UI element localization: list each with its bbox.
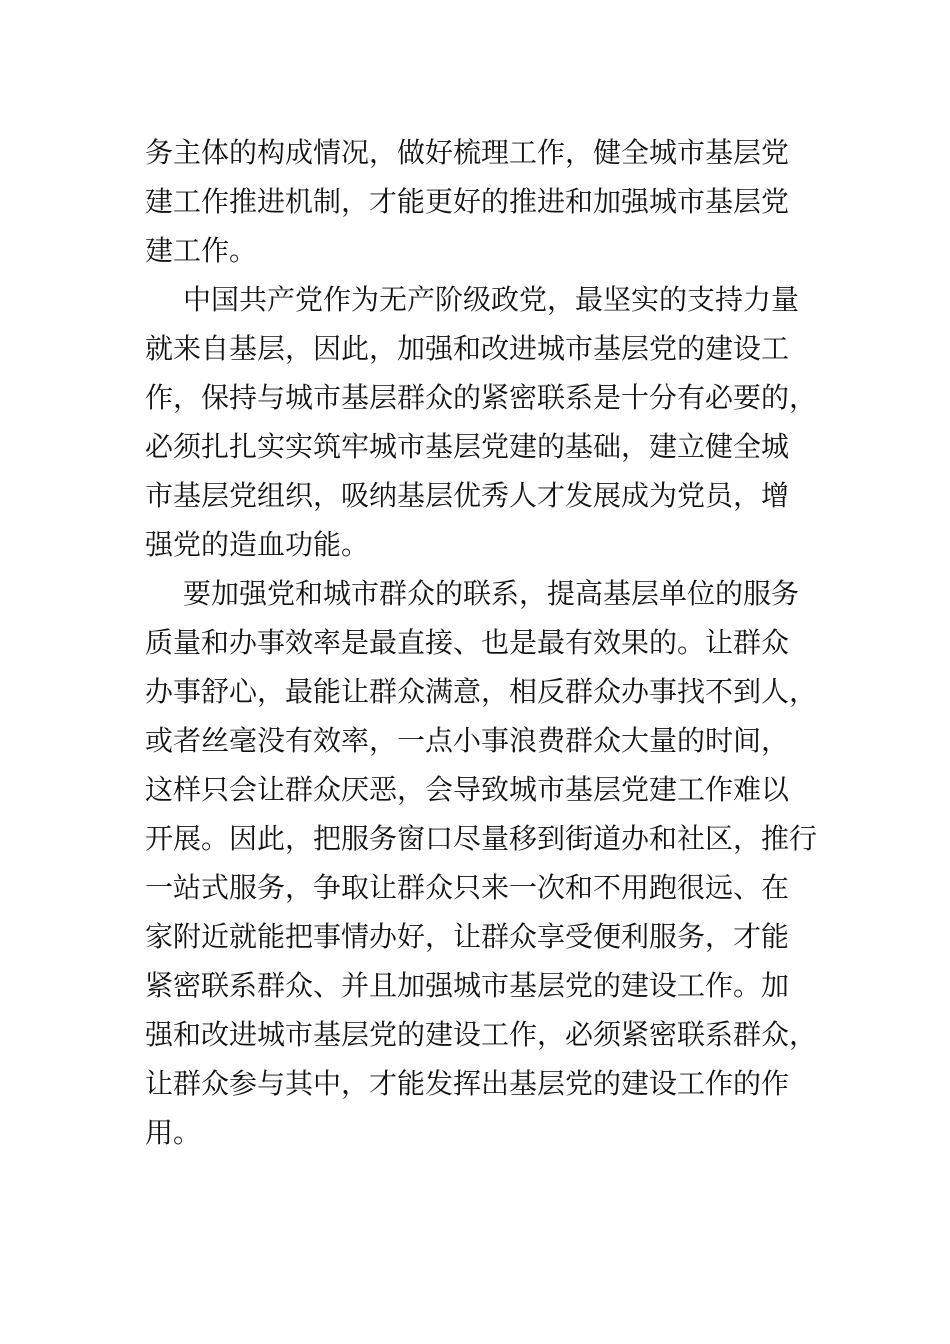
text-line: 强和改进城市基层党的建设工作，必须紧密联系群众，	[145, 1018, 818, 1051]
text-line: 建工作推进机制，才能更好的推进和加强城市基层党	[145, 185, 790, 218]
paragraph-start-line: 要加强党和城市群众的联系，提高基层单位的服务	[183, 577, 800, 610]
text-line: 紧密联系群众、并且加强城市基层党的建设工作。加	[145, 969, 790, 1002]
paragraph-start-line: 中国共产党作为无产阶级政党，最坚实的支持力量	[183, 283, 800, 316]
text-line: 用。	[145, 1116, 202, 1149]
text-line: 办事舒心，最能让群众满意，相反群众办事找不到人，	[145, 675, 818, 708]
text-line: 建工作。	[145, 234, 258, 267]
text-line: 作，保持与城市基层群众的紧密联系是十分有必要的，	[145, 381, 818, 414]
text-line: 家附近就能把事情办好，让群众享受便利服务，才能	[145, 920, 790, 953]
text-line: 就来自基层，因此，加强和改进城市基层党的建设工	[145, 332, 790, 365]
text-line: 市基层党组织，吸纳基层优秀人才发展成为党员，增	[145, 479, 790, 512]
text-line: 必须扎扎实实筑牢城市基层党建的基础，建立健全城	[145, 430, 790, 463]
text-line: 质量和办事效率是最直接、也是最有效果的。让群众	[145, 626, 790, 659]
text-line: 让群众参与其中，才能发挥出基层党的建设工作的作	[145, 1067, 790, 1100]
text-line: 强党的造血功能。	[145, 528, 370, 561]
text-line: 务主体的构成情况，做好梳理工作，健全城市基层党	[145, 136, 790, 169]
text-line: 这样只会让群众厌恶，会导致城市基层党建工作难以	[145, 773, 790, 806]
text-line: 或者丝毫没有效率，一点小事浪费群众大量的时间，	[145, 724, 790, 757]
text-line: 开展。因此，把服务窗口尽量移到街道办和社区，推行	[145, 822, 818, 855]
body-text	[145, 128, 825, 1157]
text-line: 一站式服务，争取让群众只来一次和不用跑很远、在	[145, 871, 790, 904]
